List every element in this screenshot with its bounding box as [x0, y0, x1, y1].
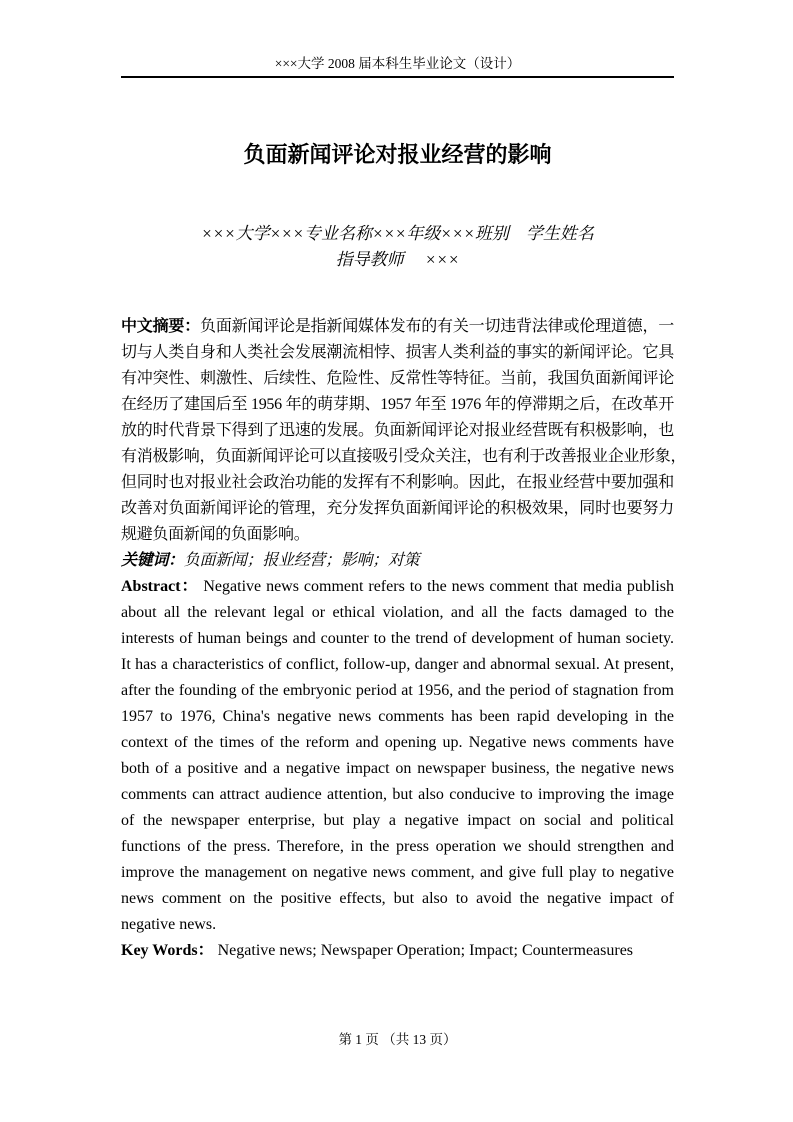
- abstract-en-line: interests of human beings and counter to the trend of development of human society.: [121, 630, 674, 647]
- keywords-en-line: [121, 938, 674, 964]
- abstract-en-line: negative news.: [121, 916, 217, 933]
- abstract-en-text: Negative news comment refers to the news comment that media publish: [198, 578, 675, 595]
- abstract-cn-line: 放的时代背景下得到了迅速的发展。负面新闻评论对报业经营既有积极影响，也: [121, 422, 674, 439]
- page-footer: [121, 1032, 674, 1048]
- abstract-cn-line: 在经历了建国后至 1956 年的萌芽期、1957 年至 1976 年的停滞期之后，在改革开: [121, 396, 674, 413]
- author-line-2: 指导教师 ×××: [335, 250, 460, 269]
- abstract-en-line: of the newspaper enterprise, but play a negative impact on social and political: [121, 812, 674, 829]
- abstract-en-line: news comment on the positive effects, but also to avoid the negative impact of: [121, 890, 674, 907]
- abstract-cn-line: 有消极影响，负面新闻评论可以直接吸引受众关注，也有利于改善报业企业形象，: [121, 448, 687, 465]
- abstract-cn-line: 规避负面新闻的负面影响。: [121, 526, 310, 543]
- keywords-cn-line: [121, 548, 674, 574]
- abstract-cn-line: 有冲突性、刺激性、后续性、危险性、反常性等特征。当前，我国负面新闻评论: [121, 370, 674, 387]
- page-title: 负面新闻评论对报业经营的影响: [243, 142, 552, 167]
- abstract-section: [121, 314, 687, 964]
- abstract-en-line: about all the relevant legal or ethical violation, and all the facts damaged to the: [121, 604, 674, 621]
- abstract-en-line: after the founding of the embryonic period at 1956, and the period of stagnation from: [121, 682, 674, 699]
- keywords-en-text: Negative news; Newspaper Operation; Impact; Countermeasures: [213, 942, 634, 959]
- abstract-cn-text: 负面新闻评论是指新闻媒体发布的有关一切违背法律或伦理道德，一: [200, 318, 674, 335]
- abstract-en-line: [121, 574, 674, 600]
- abstract-en-line: functions of the press. Therefore, in the press operation we should strengthen and: [121, 838, 674, 855]
- author-line-1: ×××大学×××专业名称×××年级×××班别 学生姓名: [201, 224, 594, 243]
- abstract-cn-line: 切与人类自身和人类社会发展潮流相悖、损害人类利益的事实的新闻评论。它具: [121, 344, 674, 361]
- keywords-cn-text: 负面新闻；报业经营；影响；对策: [183, 552, 420, 569]
- abstract-en-line: It has a characteristics of conflict, follow-up, danger and abnormal sexual. At present,: [121, 656, 674, 673]
- abstract-cn-line: 改善对负面新闻评论的管理，充分发挥负面新闻评论的积极效果，同时也要努力: [121, 500, 674, 517]
- abstract-en-line: context of the times of the reform and opening up. Negative news comments have: [121, 734, 674, 751]
- abstract-cn-line: 但同时也对报业社会政治功能的发挥有不利影响。因此，在报业经营中要加强和: [121, 474, 674, 491]
- page-header: [121, 56, 674, 78]
- abstract-en-line: improve the management on negative news comment, and give full play to negative: [121, 864, 674, 881]
- header-text: ×××大学 2008 届本科生毕业论文（设计）: [274, 56, 521, 71]
- author-block: [121, 221, 674, 273]
- abstract-en-label: Abstract：: [121, 578, 199, 595]
- page-number: 第 1 页 （共 13 页）: [338, 1032, 457, 1047]
- abstract-en-line: both of a positive and a negative impact on newspaper business, the negative news: [121, 760, 674, 777]
- abstract-en-line: comments can attract audience attention, but also conducive to improving the image: [121, 786, 674, 803]
- keywords-en-label: Key Words：: [121, 942, 214, 959]
- abstract-en-line: 1957 to 1976, China's negative news comments has been rapid developing in the: [121, 708, 674, 725]
- keywords-cn-label: 关键词：: [121, 552, 184, 569]
- abstract-cn-line: [121, 314, 674, 340]
- abstract-cn-label: 中文摘要：: [121, 318, 201, 335]
